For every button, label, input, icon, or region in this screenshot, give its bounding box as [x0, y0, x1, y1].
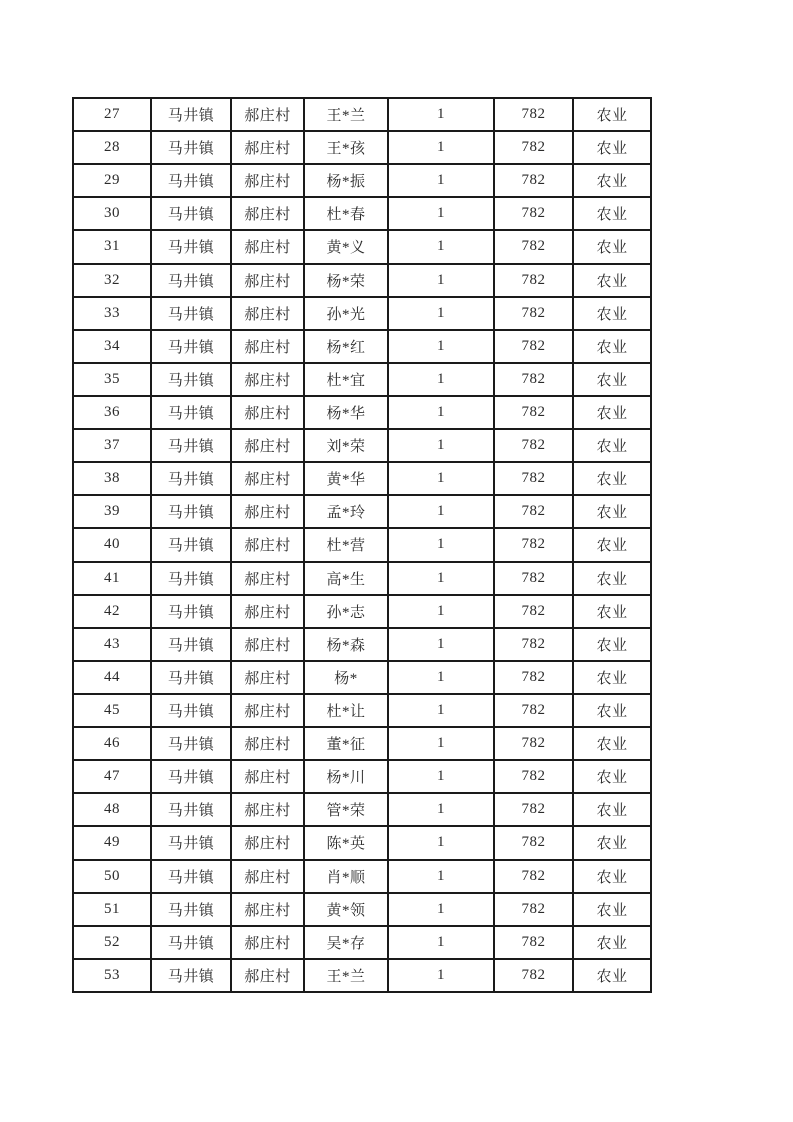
cell-town: 马井镇	[151, 793, 231, 826]
cell-count: 1	[388, 595, 494, 628]
cell-category: 农业	[573, 264, 651, 297]
cell-serial: 40	[73, 528, 151, 561]
cell-count: 1	[388, 893, 494, 926]
cell-category: 农业	[573, 164, 651, 197]
cell-town: 马井镇	[151, 595, 231, 628]
cell-category: 农业	[573, 860, 651, 893]
table-row	[73, 164, 651, 197]
cell-name: 王*兰	[304, 959, 388, 992]
table-row	[73, 297, 651, 330]
cell-category: 农业	[573, 893, 651, 926]
cell-serial: 50	[73, 860, 151, 893]
cell-name: 陈*英	[304, 826, 388, 859]
cell-village: 郝庄村	[231, 760, 304, 793]
cell-count: 1	[388, 462, 494, 495]
cell-category: 农业	[573, 926, 651, 959]
cell-town: 马井镇	[151, 860, 231, 893]
cell-serial: 44	[73, 661, 151, 694]
cell-name: 黄*义	[304, 230, 388, 263]
cell-town: 马井镇	[151, 562, 231, 595]
cell-village: 郝庄村	[231, 959, 304, 992]
cell-count: 1	[388, 131, 494, 164]
cell-town: 马井镇	[151, 197, 231, 230]
cell-count: 1	[388, 495, 494, 528]
cell-town: 马井镇	[151, 893, 231, 926]
cell-category: 农业	[573, 330, 651, 363]
cell-town: 马井镇	[151, 694, 231, 727]
table-row	[73, 495, 651, 528]
cell-village: 郝庄村	[231, 661, 304, 694]
cell-name: 杨*华	[304, 396, 388, 429]
cell-category: 农业	[573, 628, 651, 661]
cell-name: 杜*让	[304, 694, 388, 727]
cell-category: 农业	[573, 462, 651, 495]
cell-village: 郝庄村	[231, 628, 304, 661]
cell-amount: 782	[494, 562, 573, 595]
cell-serial: 29	[73, 164, 151, 197]
cell-count: 1	[388, 164, 494, 197]
cell-amount: 782	[494, 926, 573, 959]
cell-serial: 28	[73, 131, 151, 164]
cell-village: 郝庄村	[231, 826, 304, 859]
cell-amount: 782	[494, 528, 573, 561]
cell-name: 肖*顺	[304, 860, 388, 893]
cell-village: 郝庄村	[231, 363, 304, 396]
table-row	[73, 893, 651, 926]
cell-village: 郝庄村	[231, 727, 304, 760]
cell-category: 农业	[573, 396, 651, 429]
table-body	[73, 98, 651, 992]
cell-count: 1	[388, 793, 494, 826]
cell-village: 郝庄村	[231, 528, 304, 561]
cell-name: 杨*	[304, 661, 388, 694]
cell-name: 董*征	[304, 727, 388, 760]
cell-name: 杨*红	[304, 330, 388, 363]
table-row	[73, 528, 651, 561]
table-row	[73, 694, 651, 727]
cell-serial: 51	[73, 893, 151, 926]
cell-amount: 782	[494, 727, 573, 760]
cell-town: 马井镇	[151, 164, 231, 197]
table-row	[73, 197, 651, 230]
cell-serial: 32	[73, 264, 151, 297]
cell-town: 马井镇	[151, 396, 231, 429]
cell-count: 1	[388, 429, 494, 462]
table-row	[73, 462, 651, 495]
cell-amount: 782	[494, 495, 573, 528]
cell-category: 农业	[573, 661, 651, 694]
cell-town: 马井镇	[151, 661, 231, 694]
cell-town: 马井镇	[151, 330, 231, 363]
cell-amount: 782	[494, 661, 573, 694]
cell-village: 郝庄村	[231, 694, 304, 727]
cell-name: 杨*振	[304, 164, 388, 197]
cell-name: 孙*志	[304, 595, 388, 628]
cell-village: 郝庄村	[231, 297, 304, 330]
cell-count: 1	[388, 197, 494, 230]
table-row	[73, 230, 651, 263]
cell-count: 1	[388, 264, 494, 297]
cell-serial: 35	[73, 363, 151, 396]
cell-town: 马井镇	[151, 528, 231, 561]
cell-village: 郝庄村	[231, 429, 304, 462]
cell-category: 农业	[573, 760, 651, 793]
cell-amount: 782	[494, 462, 573, 495]
cell-count: 1	[388, 230, 494, 263]
cell-village: 郝庄村	[231, 793, 304, 826]
cell-category: 农业	[573, 562, 651, 595]
cell-name: 孟*玲	[304, 495, 388, 528]
cell-amount: 782	[494, 429, 573, 462]
cell-town: 马井镇	[151, 959, 231, 992]
table-row	[73, 330, 651, 363]
cell-village: 郝庄村	[231, 860, 304, 893]
cell-serial: 39	[73, 495, 151, 528]
cell-amount: 782	[494, 230, 573, 263]
cell-town: 马井镇	[151, 297, 231, 330]
table-row	[73, 595, 651, 628]
cell-count: 1	[388, 363, 494, 396]
cell-village: 郝庄村	[231, 131, 304, 164]
table-row	[73, 661, 651, 694]
cell-category: 农业	[573, 131, 651, 164]
cell-count: 1	[388, 330, 494, 363]
cell-amount: 782	[494, 197, 573, 230]
cell-name: 孙*光	[304, 297, 388, 330]
cell-village: 郝庄村	[231, 264, 304, 297]
table-row	[73, 98, 651, 131]
cell-town: 马井镇	[151, 760, 231, 793]
cell-category: 农业	[573, 959, 651, 992]
cell-town: 马井镇	[151, 495, 231, 528]
cell-category: 农业	[573, 595, 651, 628]
cell-serial: 47	[73, 760, 151, 793]
cell-village: 郝庄村	[231, 330, 304, 363]
cell-serial: 42	[73, 595, 151, 628]
cell-amount: 782	[494, 694, 573, 727]
cell-name: 杜*宜	[304, 363, 388, 396]
cell-serial: 34	[73, 330, 151, 363]
cell-serial: 48	[73, 793, 151, 826]
cell-town: 马井镇	[151, 264, 231, 297]
cell-category: 农业	[573, 197, 651, 230]
cell-town: 马井镇	[151, 462, 231, 495]
table-row	[73, 793, 651, 826]
cell-amount: 782	[494, 363, 573, 396]
cell-name: 吴*存	[304, 926, 388, 959]
cell-serial: 43	[73, 628, 151, 661]
cell-count: 1	[388, 98, 494, 131]
cell-count: 1	[388, 760, 494, 793]
cell-category: 农业	[573, 98, 651, 131]
cell-count: 1	[388, 860, 494, 893]
table-row	[73, 826, 651, 859]
cell-count: 1	[388, 959, 494, 992]
cell-serial: 30	[73, 197, 151, 230]
cell-category: 农业	[573, 429, 651, 462]
cell-serial: 33	[73, 297, 151, 330]
cell-serial: 41	[73, 562, 151, 595]
cell-town: 马井镇	[151, 429, 231, 462]
cell-amount: 782	[494, 959, 573, 992]
cell-town: 马井镇	[151, 230, 231, 263]
cell-count: 1	[388, 926, 494, 959]
cell-serial: 53	[73, 959, 151, 992]
cell-name: 刘*荣	[304, 429, 388, 462]
cell-name: 王*孩	[304, 131, 388, 164]
cell-category: 农业	[573, 297, 651, 330]
cell-town: 马井镇	[151, 727, 231, 760]
table-row	[73, 628, 651, 661]
cell-serial: 37	[73, 429, 151, 462]
cell-town: 马井镇	[151, 826, 231, 859]
cell-name: 杨*荣	[304, 264, 388, 297]
cell-serial: 45	[73, 694, 151, 727]
cell-serial: 49	[73, 826, 151, 859]
table-row	[73, 363, 651, 396]
cell-name: 杜*春	[304, 197, 388, 230]
cell-name: 王*兰	[304, 98, 388, 131]
cell-serial: 36	[73, 396, 151, 429]
table-row	[73, 727, 651, 760]
cell-town: 马井镇	[151, 98, 231, 131]
cell-count: 1	[388, 562, 494, 595]
cell-category: 农业	[573, 495, 651, 528]
cell-village: 郝庄村	[231, 462, 304, 495]
cell-category: 农业	[573, 528, 651, 561]
cell-name: 高*生	[304, 562, 388, 595]
cell-amount: 782	[494, 826, 573, 859]
cell-category: 农业	[573, 230, 651, 263]
table-row	[73, 860, 651, 893]
cell-amount: 782	[494, 893, 573, 926]
cell-name: 杨*森	[304, 628, 388, 661]
cell-category: 农业	[573, 826, 651, 859]
cell-amount: 782	[494, 164, 573, 197]
cell-village: 郝庄村	[231, 893, 304, 926]
cell-town: 马井镇	[151, 363, 231, 396]
cell-town: 马井镇	[151, 926, 231, 959]
cell-count: 1	[388, 528, 494, 561]
cell-amount: 782	[494, 98, 573, 131]
cell-count: 1	[388, 297, 494, 330]
table-row	[73, 264, 651, 297]
cell-name: 黄*华	[304, 462, 388, 495]
cell-town: 马井镇	[151, 628, 231, 661]
cell-serial: 31	[73, 230, 151, 263]
table-row	[73, 926, 651, 959]
cell-amount: 782	[494, 330, 573, 363]
cell-amount: 782	[494, 131, 573, 164]
cell-amount: 782	[494, 297, 573, 330]
cell-name: 杜*营	[304, 528, 388, 561]
cell-count: 1	[388, 628, 494, 661]
cell-serial: 38	[73, 462, 151, 495]
cell-village: 郝庄村	[231, 230, 304, 263]
cell-category: 农业	[573, 363, 651, 396]
cell-count: 1	[388, 661, 494, 694]
cell-serial: 27	[73, 98, 151, 131]
cell-amount: 782	[494, 595, 573, 628]
cell-amount: 782	[494, 793, 573, 826]
cell-village: 郝庄村	[231, 562, 304, 595]
cell-village: 郝庄村	[231, 396, 304, 429]
cell-count: 1	[388, 826, 494, 859]
cell-category: 农业	[573, 793, 651, 826]
cell-village: 郝庄村	[231, 164, 304, 197]
cell-village: 郝庄村	[231, 926, 304, 959]
table-row	[73, 429, 651, 462]
cell-town: 马井镇	[151, 131, 231, 164]
table-row	[73, 131, 651, 164]
cell-village: 郝庄村	[231, 98, 304, 131]
cell-amount: 782	[494, 760, 573, 793]
cell-village: 郝庄村	[231, 495, 304, 528]
cell-name: 杨*川	[304, 760, 388, 793]
cell-amount: 782	[494, 264, 573, 297]
table-row	[73, 562, 651, 595]
table-row	[73, 396, 651, 429]
cell-count: 1	[388, 396, 494, 429]
cell-serial: 46	[73, 727, 151, 760]
cell-serial: 52	[73, 926, 151, 959]
table-row	[73, 760, 651, 793]
cell-count: 1	[388, 727, 494, 760]
cell-count: 1	[388, 694, 494, 727]
cell-village: 郝庄村	[231, 197, 304, 230]
cell-name: 管*荣	[304, 793, 388, 826]
cell-village: 郝庄村	[231, 595, 304, 628]
cell-category: 农业	[573, 694, 651, 727]
cell-amount: 782	[494, 860, 573, 893]
beneficiary-table	[72, 97, 652, 993]
cell-amount: 782	[494, 628, 573, 661]
cell-amount: 782	[494, 396, 573, 429]
cell-name: 黄*领	[304, 893, 388, 926]
cell-category: 农业	[573, 727, 651, 760]
table-row	[73, 959, 651, 992]
